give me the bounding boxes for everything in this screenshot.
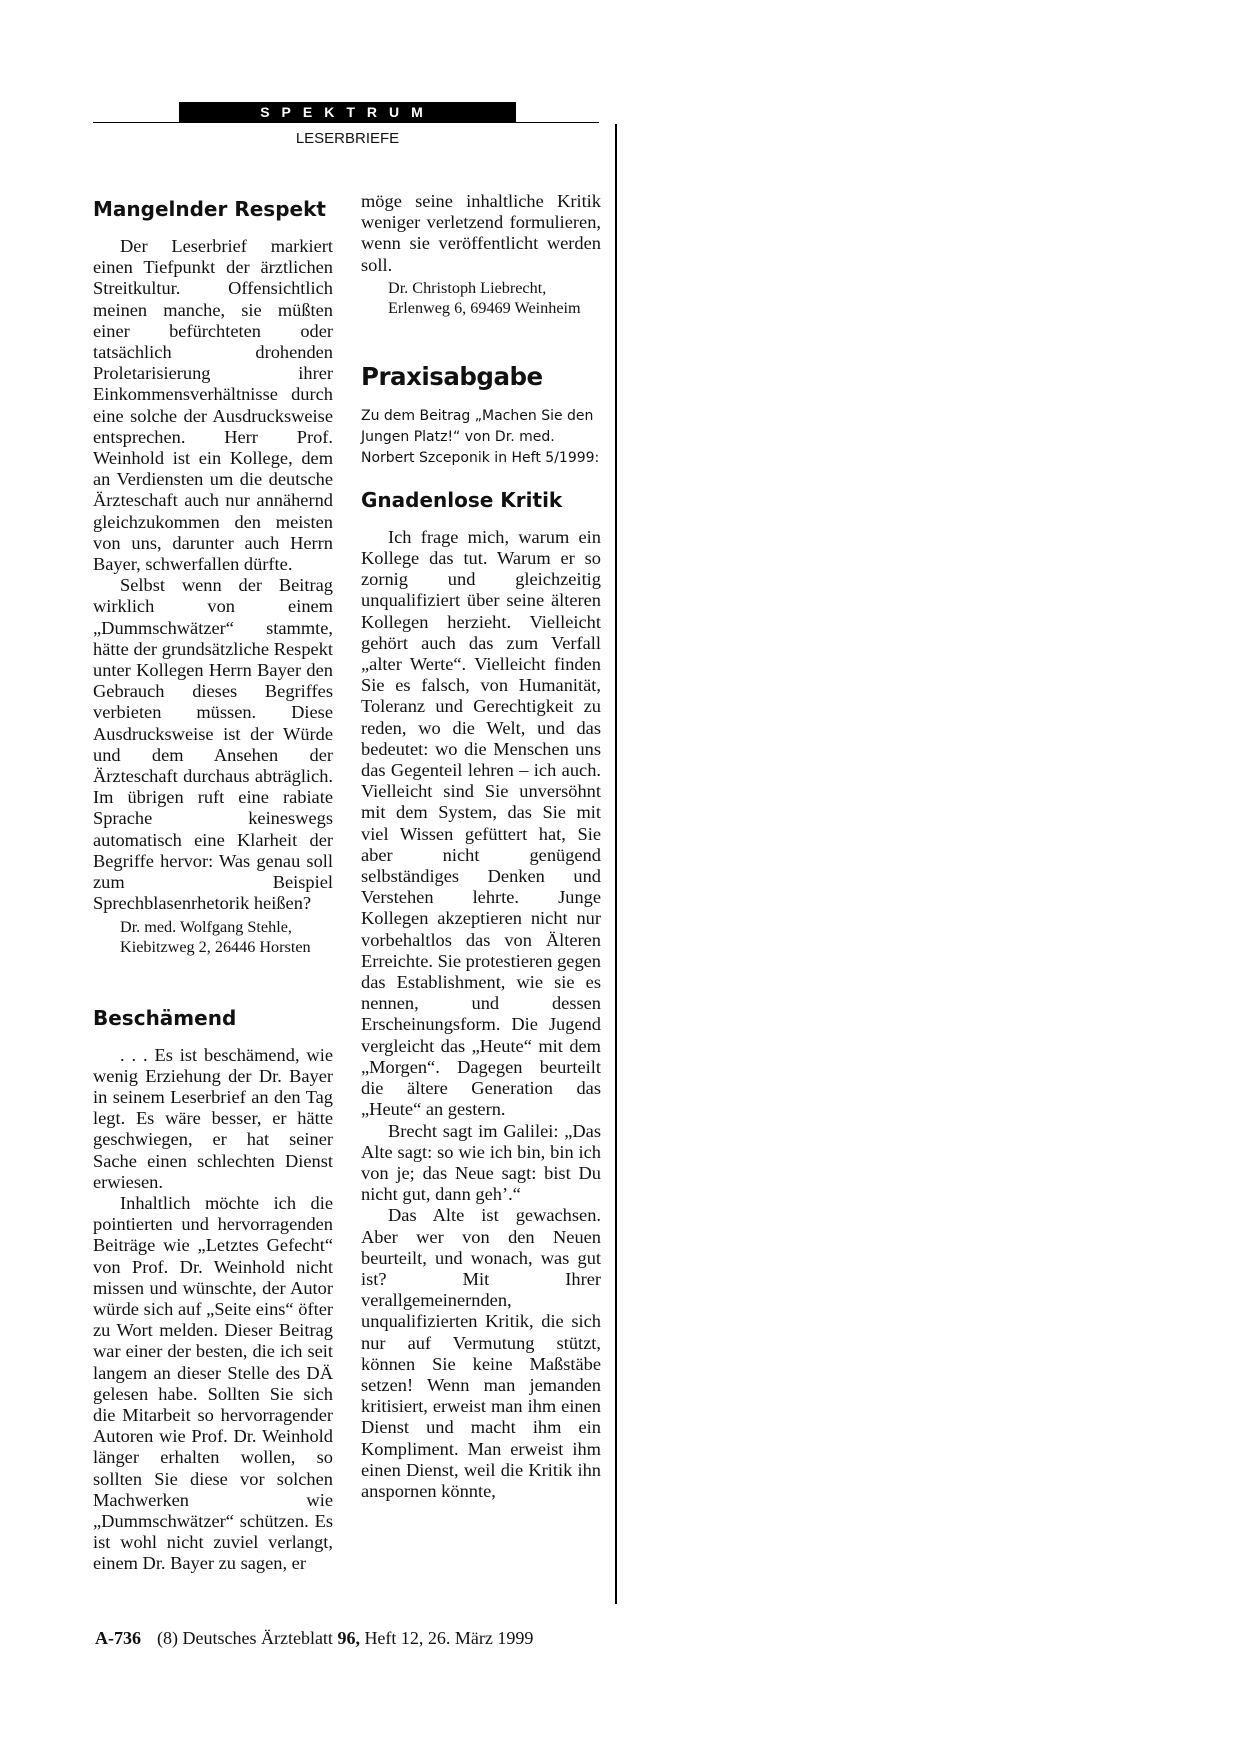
subsection-label: LESERBRIEFE xyxy=(295,130,400,147)
column-divider xyxy=(615,124,617,1604)
letter-paragraph: Inhaltlich möchte ich die pointierten und hervorragenden Beiträge wie „Letztes Gefecht“ von Prof. Dr. Weinhold nicht missen und wünschte, der Autor würde sich auf „Seite eins“ öfter zu Wort melden. Dieser Beitrag war einer der besten, die ich seit langem an dieser Stelle des DÄ gelesen habe. Sollten Sie sich die Mitarbeit so hervorragender Autoren wie Prof. Dr. Weinhold länger erhalten wollen, so sollten Sie diese vor solchen Machwerken wie „Dummschwätzer“ schützen. Es ist wohl nicht zuviel verlangt, einem Dr. Bayer zu sagen, er xyxy=(93,1192,333,1574)
section-label: SPEKTRUM xyxy=(179,102,516,123)
topic-intro: Zu dem Beitrag „Machen Sie den Jungen Platz!“ von Dr. med. Norbert Szceponik in Heft 5/1999: xyxy=(361,407,600,466)
letter-signature: Dr. Christoph Liebrecht, Erlenweg 6, 69469 Weinheim xyxy=(388,278,581,317)
spacer xyxy=(361,318,601,362)
signature-address: Kiebitzweg 2, 26446 Horsten xyxy=(120,937,311,956)
letter-title: Mangelnder Respekt xyxy=(93,197,326,221)
spacer xyxy=(361,392,601,406)
page-number: A-736 xyxy=(95,1628,141,1648)
letter-paragraph: Selbst wenn der Beitrag wirklich von einem „Dummschwätzer“ stammte, hätte der grundsätzliche Respekt unter Kollegen Herrn Bayer den Gebrauch dieses Begriffes verbieten müssen. Diese Ausdrucksweise ist der Würde und dem Ansehen der Ärzteschaft durchaus abträglich. Im übrigen ruft eine rabiate Sprache keineswegs automatisch eine Klarheit der Begriffe hervor: Was genau soll zum Beispiel Sprechblasenrhetorik heißen? xyxy=(93,575,333,914)
spacer xyxy=(361,469,601,487)
topic-heading: Praxisabgabe xyxy=(361,361,543,391)
column-right xyxy=(361,191,601,1502)
letter-paragraph: . . . Es ist beschämend, wie wenig Erziehung der Dr. Bayer in seinem Leserbrief an den Tag legt. Es wäre besser, er hätte geschwiegen, er hat seiner Sache einen schlechten Dienst erwiesen. xyxy=(93,1044,333,1192)
letter-paragraph: Brecht sagt im Galilei: „Das Alte sagt: so wie ich bin, bin ich von je; das Neue sagt: bist Du nicht gut, dann geh’.“ xyxy=(361,1120,601,1205)
citation-issue: Heft 12, 26. März 1999 xyxy=(364,1628,534,1648)
citation-volume: 96, xyxy=(337,1628,360,1648)
letter-paragraph-continued: möge seine inhaltliche Kritik weniger verletzend formulieren, wenn sie veröffentlicht werden soll. xyxy=(361,191,601,275)
column-left xyxy=(93,197,333,1575)
spacer xyxy=(361,513,601,527)
letter-signature xyxy=(93,917,333,957)
page-footer xyxy=(95,1628,533,1649)
letter-paragraph: Das Alte ist gewachsen. Aber wer von den Neuen beurteilt, und wonach, was gut ist? Mit Ihrer verallgemeinernden, unqualifizierten Kritik, die sich nur auf Vermutung stützt, können Sie keine Maßstäbe setzen! Wenn man jemanden kritisiert, erweist man ihm einen Dienst und macht ihm ein Kompliment. Man erweist ihm einen Dienst, weil die Kritik ihn anspornen könnte, xyxy=(361,1205,601,1501)
signature-name: Dr. med. Wolfgang Stehle, xyxy=(120,917,292,936)
citation-journal: (8) Deutsches Ärzteblatt xyxy=(157,1628,333,1648)
letter-title: Gnadenlose Kritik xyxy=(361,487,563,512)
letter-paragraph: Ich frage mich, warum ein Kollege das tut. Warum er so zornig und gleichzeitig unqualifiziert über seine älteren Kollegen herzieht. Vielleicht gehört auch das zum Verfall „alter Werte“. Vielleicht finden Sie es falsch, von Humanität, Toleranz und Gerechtigkeit zu reden, wo die Welt, und das bedeutet: wo die Menschen uns das Gegenteil lehren – ich auch. Vielleicht sind Sie unversöhnt mit dem System, das Sie mit viel Wissen gefüttert hat, Sie aber nicht genügend selbständiges Denken und Verstehen lehrte. Junge Kollegen akzeptieren nicht nur vorbehaltlos das von Älteren Erreichte. Sie protestieren gegen das Establishment, wie sie es nennen, und dessen Erscheinungsform. Die Jugend vergleicht das „Heute“ mit dem „Morgen“. Dagegen beurteilt die ältere Generation das „Heute“ an gestern. xyxy=(361,526,601,1120)
letter-title: Beschämend xyxy=(93,1005,237,1030)
letter-paragraph: Der Leserbrief markiert einen Tiefpunkt der ärztlichen Streitkultur. Offensichtlich meinen manche, sie müßten einer befürchteten oder tatsächlich drohenden Proletarisierung ihrer Einkommensverhältnisse durch eine solche der Ausdrucksweise entsprechen. Herr Prof. Weinhold ist ein Kollege, dem an Verdiensten um die deutsche Ärzteschaft auch nur annähernd gleichzukommen den meisten von uns, darunter auch Herrn Bayer, schwerfallen dürfte. xyxy=(93,236,333,575)
